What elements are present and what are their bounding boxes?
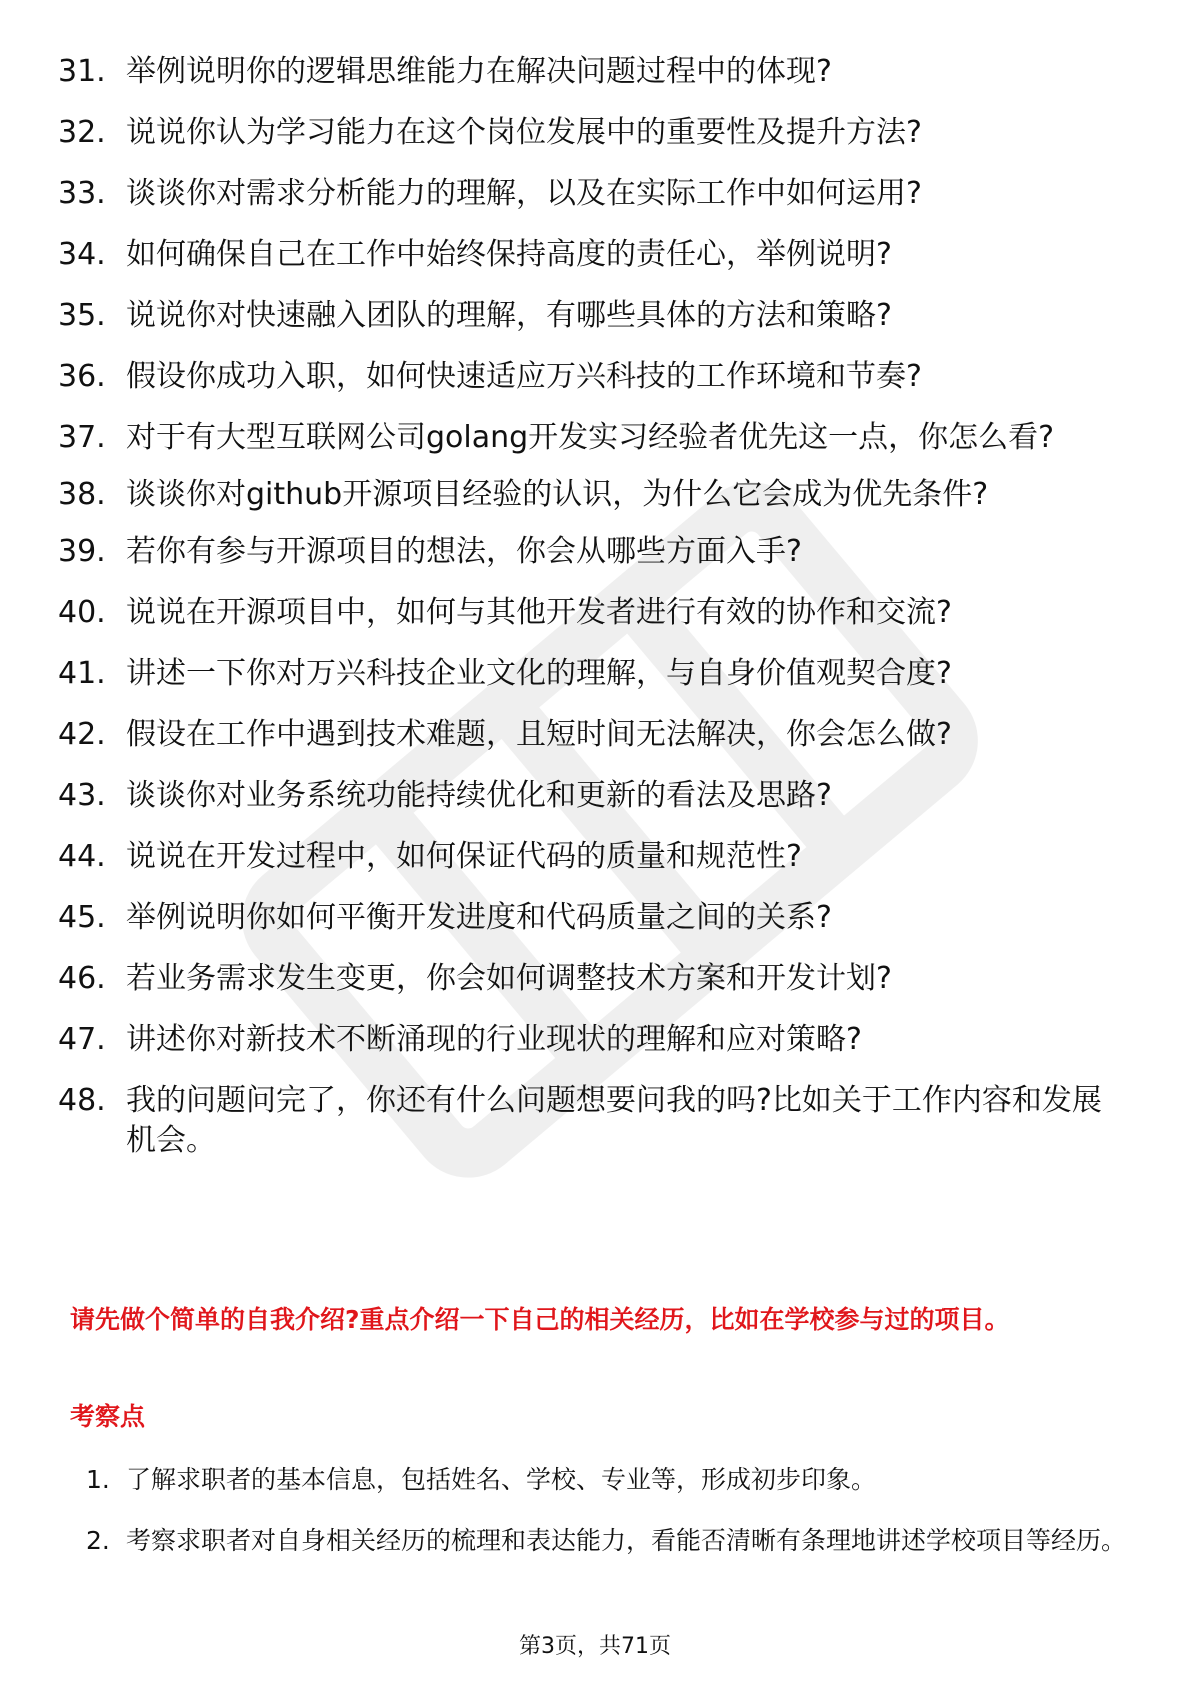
question-number: 36. [58, 359, 106, 394]
question-number: 45. [58, 900, 106, 935]
question-number: 48. [58, 1083, 106, 1118]
question-number: 43. [58, 778, 106, 813]
question-number: 47. [58, 1022, 106, 1057]
question-item [58, 776, 1118, 816]
question-item [58, 357, 1118, 397]
focus-points-list [86, 1463, 1126, 1574]
question-item [58, 654, 1118, 694]
question-item [58, 593, 1118, 633]
question-number: 41. [58, 656, 106, 691]
question-number: 46. [58, 961, 106, 996]
question-text: 我的问题问完了，你还有什么问题想要问我的吗?比如关于工作内容和发展机会。 [126, 1083, 1102, 1158]
question-number: 31. [58, 54, 106, 89]
question-item [58, 174, 1118, 214]
question-number: 32. [58, 115, 106, 150]
question-number: 37. [58, 420, 106, 455]
question-number: 34. [58, 237, 106, 272]
question-text: 讲述你对新技术不断涌现的行业现状的理解和应对策略? [126, 1022, 862, 1057]
question-item [58, 898, 1118, 938]
question-text: 说说在开源项目中，如何与其他开发者进行有效的协作和交流? [126, 595, 952, 630]
question-item [58, 959, 1118, 999]
focus-point-number: 1. [86, 1465, 110, 1494]
highlight-question: 请先做个简单的自我介绍?重点介绍一下自己的相关经历，比如在学校参与过的项目。 [70, 1305, 1010, 1334]
question-item [58, 418, 1118, 458]
question-text: 若业务需求发生变更，你会如何调整技术方案和开发计划? [126, 961, 892, 996]
question-item [58, 532, 1118, 572]
question-text: 说说你认为学习能力在这个岗位发展中的重要性及提升方法? [126, 115, 922, 150]
focus-point-item [86, 1524, 1126, 1574]
question-list [58, 52, 1118, 1178]
question-text: 举例说明你的逻辑思维能力在解决问题过程中的体现? [126, 54, 832, 89]
question-item [58, 837, 1118, 877]
question-text: 谈谈你对需求分析能力的理解，以及在实际工作中如何运用? [126, 176, 922, 211]
question-item [58, 113, 1118, 153]
question-number: 44. [58, 839, 106, 874]
question-item [58, 715, 1118, 755]
focus-point-text: 了解求职者的基本信息，包括姓名、学校、专业等，形成初步印象。 [126, 1465, 877, 1494]
question-text: 假设在工作中遇到技术难题，且短时间无法解决，你会怎么做? [126, 717, 952, 752]
question-item [58, 52, 1118, 92]
question-item [58, 296, 1118, 336]
question-item [58, 475, 1118, 515]
focus-point-item [86, 1463, 1126, 1497]
question-text: 如何确保自己在工作中始终保持高度的责任心，举例说明? [126, 237, 892, 272]
question-text: 假设你成功入职，如何快速适应万兴科技的工作环境和节奏? [126, 359, 922, 394]
question-text: 说说你对快速融入团队的理解，有哪些具体的方法和策略? [126, 298, 892, 333]
question-text: 谈谈你对业务系统功能持续优化和更新的看法及思路? [126, 778, 832, 813]
question-text: 举例说明你如何平衡开发进度和代码质量之间的关系? [126, 900, 832, 935]
question-number: 33. [58, 176, 106, 211]
question-number: 35. [58, 298, 106, 333]
question-item [58, 1081, 1118, 1161]
question-text: 对于有大型互联网公司golang开发实习经验者优先这一点，你怎么看? [126, 420, 1055, 455]
focus-point-text: 考察求职者对自身相关经历的梳理和表达能力，看能否清晰有条理地讲述学校项目等经历。 [126, 1526, 1127, 1555]
question-number: 38. [58, 477, 106, 512]
question-text: 说说在开发过程中，如何保证代码的质量和规范性? [126, 839, 802, 874]
question-text: 讲述一下你对万兴科技企业文化的理解，与自身价值观契合度? [126, 656, 952, 691]
question-item [58, 235, 1118, 275]
question-number: 39. [58, 534, 106, 569]
question-text: 谈谈你对github开源项目经验的认识，为什么它会成为优先条件? [126, 477, 989, 512]
question-number: 40. [58, 595, 106, 630]
page-footer: 第3页，共71页 [519, 1634, 671, 1659]
focus-points-heading: 考察点 [70, 1402, 146, 1431]
question-number: 42. [58, 717, 106, 752]
question-item [58, 1020, 1118, 1060]
question-text: 若你有参与开源项目的想法，你会从哪些方面入手? [126, 534, 802, 569]
focus-point-number: 2. [86, 1526, 110, 1555]
